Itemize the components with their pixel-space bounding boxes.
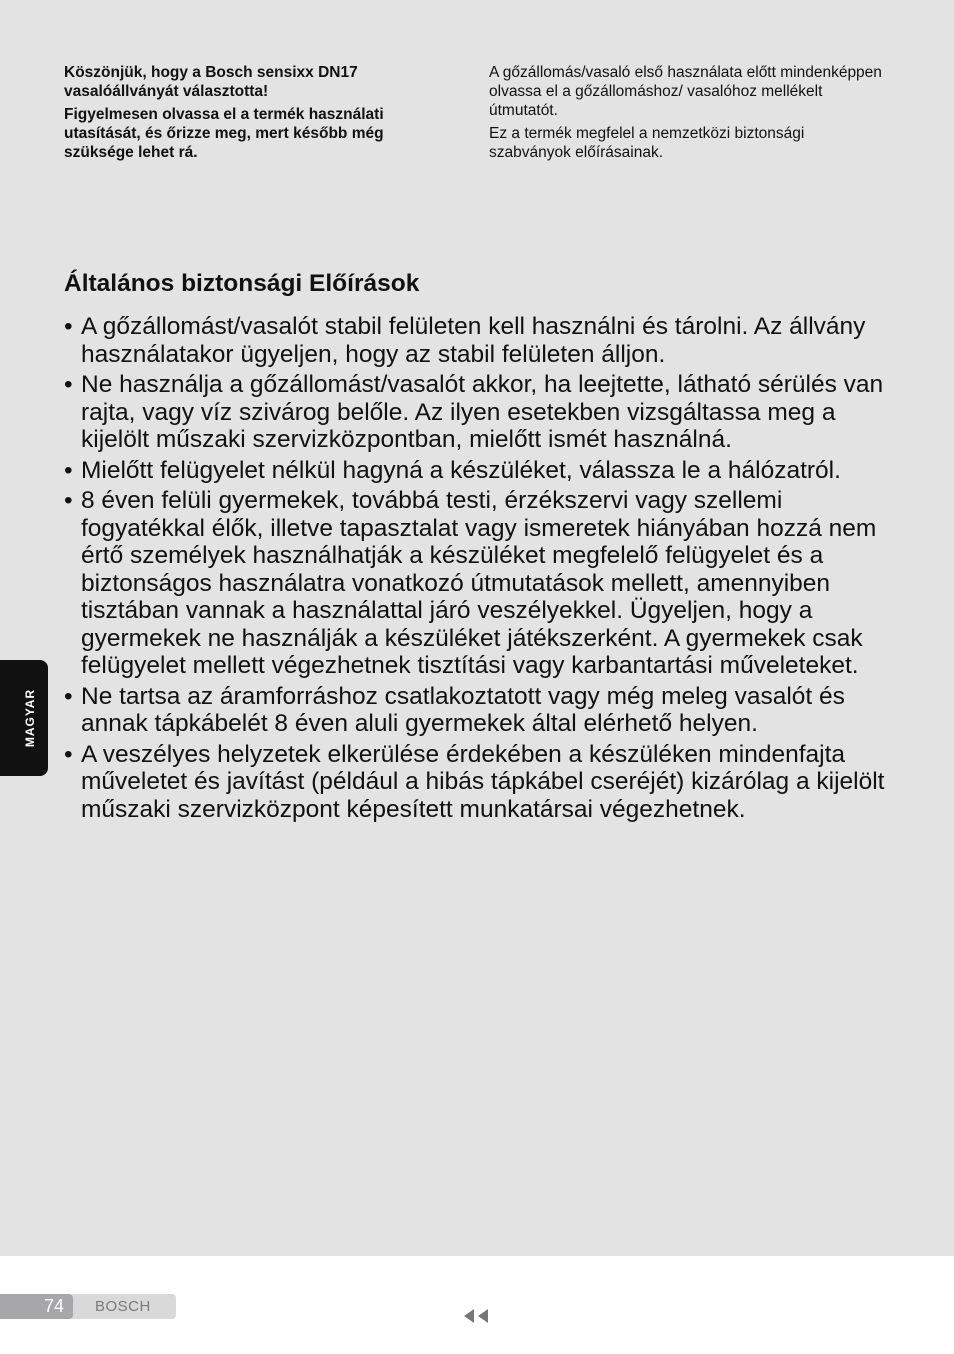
list-item-text: 8 éven felüli gyermekek, továbbá testi, érzékszervi vagy szellemi fogyatékkal élők, illetve tapasztalat vagy ismeretek hiányában hozzá nem értő személyek használhatják a készüléket megfelelő felügyelet és a biztonságos használatra vonatkozó útmutatások mellett, amennyiben tisztában vannak a használattal járó veszélyekkel. Ügyeljen, hogy a gyermekek ne használják a készüléket játékszerként. A gyermekek csak felügyelet mellett végezhetnek tisztítási vagy karbantartási műveleteket. <box>81 487 877 679</box>
safety-list <box>64 313 896 826</box>
intro-right-column <box>489 63 889 166</box>
bullet: • <box>64 456 73 484</box>
bullet: • <box>64 371 73 398</box>
intro-left-column <box>64 63 454 166</box>
list-item <box>64 371 896 454</box>
list-item-text: Mielőtt felügyelet nélkül hagyná a készüléket, válassza le a hálózatról. <box>81 456 841 484</box>
intro-read-carefully: Figyelmesen olvassa el a termék használati utasítását, és őrizze meg, mert később még szüksége lehet rá. <box>64 106 384 161</box>
list-item <box>64 457 896 485</box>
bullet: • <box>64 487 73 514</box>
brand-name: BOSCH <box>95 1298 151 1315</box>
double-left-arrow-icon[interactable] <box>463 1308 489 1324</box>
list-item <box>64 313 896 368</box>
bullet: • <box>64 313 73 340</box>
page-number: 74 <box>43 1296 64 1316</box>
section-heading: Általános biztonsági Előírások <box>64 270 420 297</box>
intro-thanks: Köszönjük, hogy a Bosch sensixx DN17 vasalóállványát választotta! <box>64 64 358 100</box>
intro-standards: Ez a termék megfelel a nemzetközi biztonsági szabványok előírásainak. <box>489 125 805 161</box>
list-item-text: A veszélyes helyzetek elkerülése érdekében a készüléken mindenfajta műveletet és javítást (például a hibás tápkábel cseréjét) kizárólag a kijelölt műszaki szervizközpont képesített munkatársai végezhetnek. <box>81 740 885 823</box>
bullet: • <box>64 682 73 710</box>
intro-first-use: A gőzállomás/vasaló első használata előtt mindenképpen olvassa el a gőzállomáshoz/ vasalóhoz mellékelt útmutatót. <box>489 64 882 119</box>
language-tab-label: MAGYAR <box>23 688 37 748</box>
list-item-text: A gőzállomást/vasalót stabil felületen kell használni és tárolni. Az állvány használatakor ügyeljen, hogy az stabil felületen álljon. <box>81 313 866 368</box>
list-item <box>64 683 896 738</box>
list-item <box>64 487 896 680</box>
bullet: • <box>64 740 73 768</box>
list-item-text: Ne tartsa az áramforráshoz csatlakoztatott vagy még meleg vasalót és annak tápkábelét 8 éven aluli gyermekek által elérhető helyen. <box>81 682 845 737</box>
list-item <box>64 741 896 824</box>
list-item-text: Ne használja a gőzállomást/vasalót akkor, ha leejtette, látható sérülés van rajta, vagy víz szivárog belőle. Az ilyen esetekben vizsgáltassa meg a kijelölt műszaki szervizközpontban, mielőtt ismét használná. <box>81 371 884 453</box>
language-tab <box>0 660 48 776</box>
